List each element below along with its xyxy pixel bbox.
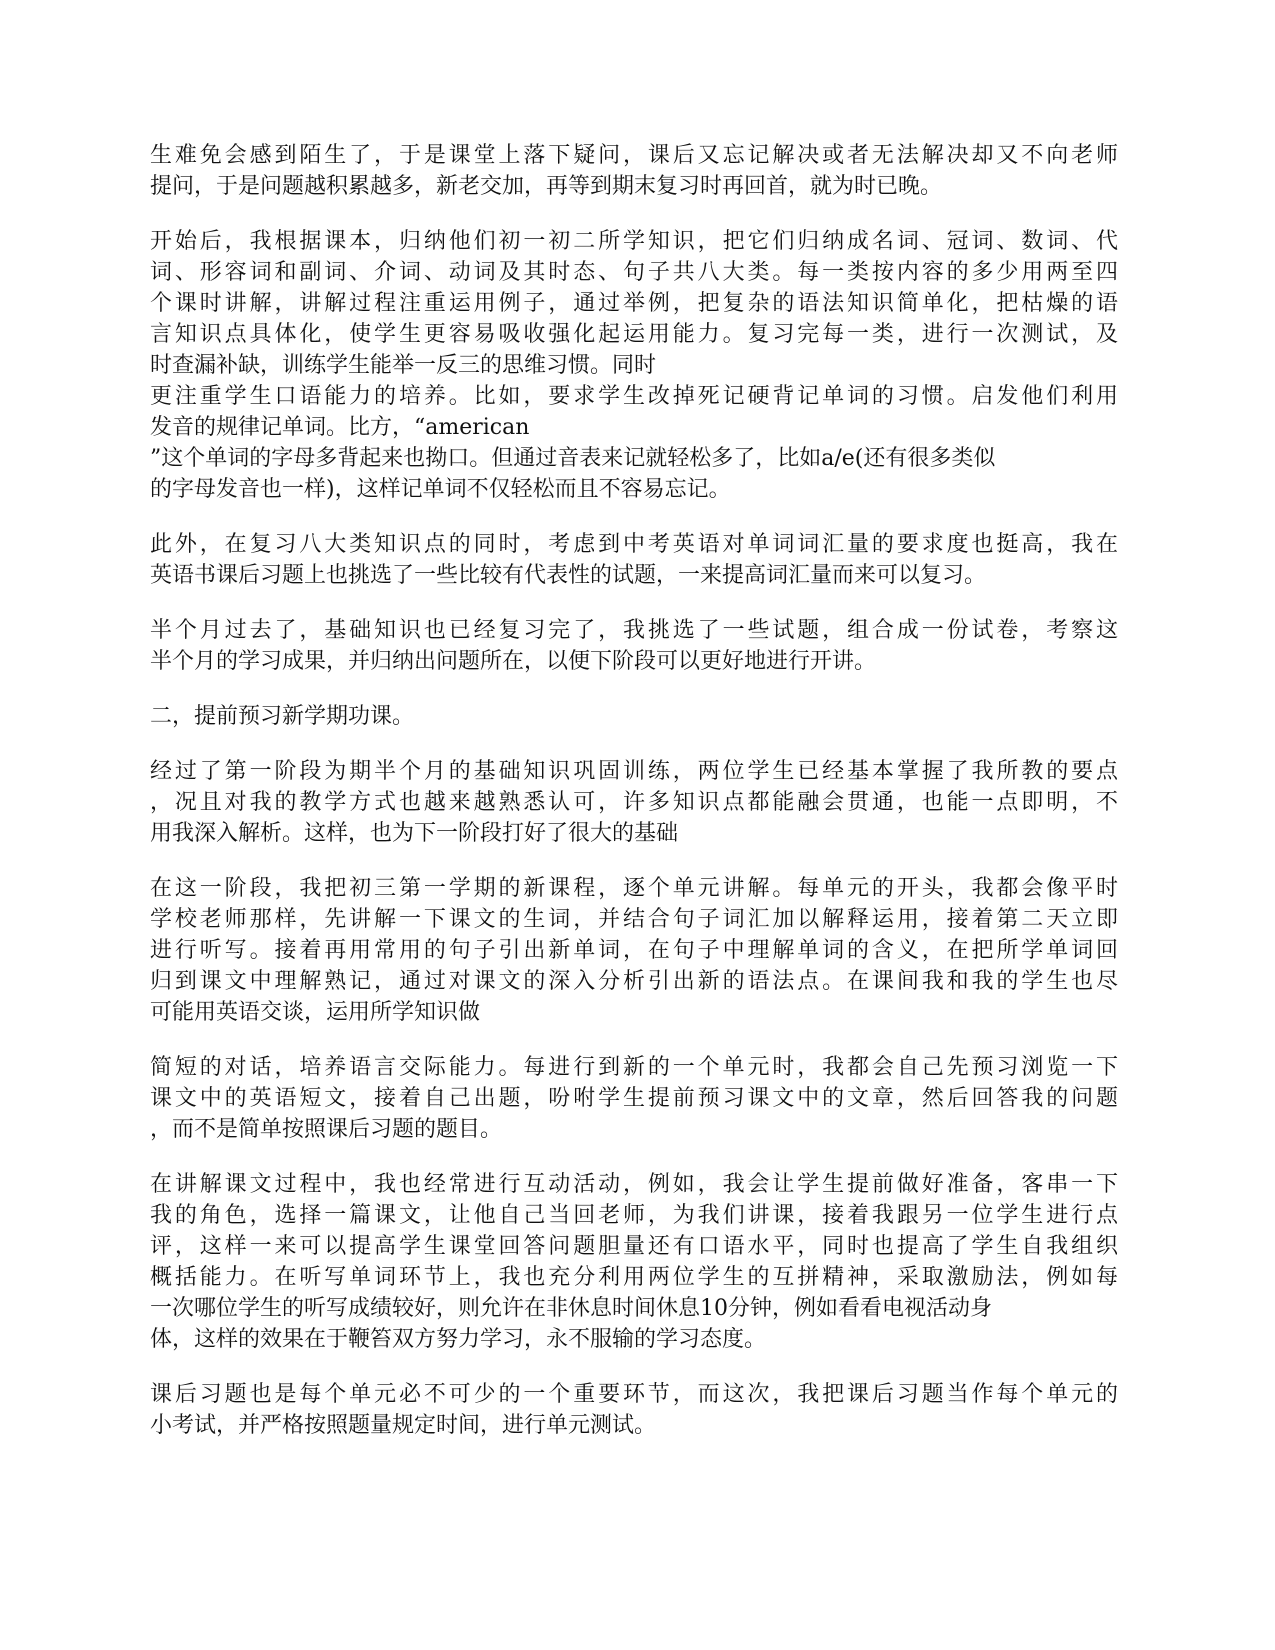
text-line: 英语书课后习题上也挑选了一些比较有代表性的试题，一来提高词汇量而来可以复习。 xyxy=(150,563,987,588)
section-heading xyxy=(150,701,1118,732)
text-line: ”这个单词的字母多背起来也拗口。但通过音表来记就轻松多了，比如a/e(还有很多类似 xyxy=(150,446,996,471)
text-line: 个课时讲解，讲解过程注重运用例子，通过举例，把复杂的语法知识简单化，把枯燥的语 xyxy=(150,291,1118,316)
text-line: 可能用英语交谈，运用所学知识做 xyxy=(150,1000,481,1025)
text-line: 言知识点具体化，使学生更容易吸收强化起运用能力。复习完每一类，进行一次测试，及 xyxy=(150,322,1118,347)
text-line: 半个月过去了，基础知识也已经复习完了，我挑选了一些试题，组合成一份试卷，考察这 xyxy=(150,618,1118,643)
paragraph-7 xyxy=(150,873,1118,1028)
text-line: ，而不是简单按照课后习题的题目。 xyxy=(150,1117,503,1142)
paragraph-8 xyxy=(150,1052,1118,1145)
text-line: 课后习题也是每个单元必不可少的一个重要环节，而这次，我把课后习题当作每个单元的 xyxy=(150,1382,1118,1407)
text-line: 学校老师那样，先讲解一下课文的生词，并结合句子词汇加以解释运用，接着第二天立即 xyxy=(150,907,1118,932)
text-line: 一次哪位学生的听写成绩较好，则允许在非休息时间休息10分钟，例如看看电视活动身 xyxy=(150,1296,992,1321)
text-line: 生难免会感到陌生了，于是课堂上落下疑问，课后又忘记解决或者无法解决却又不向老师 xyxy=(150,143,1118,168)
text-line: 半个月的学习成果，并归纳出问题所在，以便下阶段可以更好地进行开讲。 xyxy=(150,649,877,674)
paragraph-10 xyxy=(150,1379,1118,1441)
paragraph-9 xyxy=(150,1169,1118,1355)
paragraph-2 xyxy=(150,226,1118,505)
text-line: 二，提前预习新学期功课。 xyxy=(150,704,415,729)
text-line: 概括能力。在听写单词环节上，我也充分利用两位学生的互拼精神，采取激励法，例如每 xyxy=(150,1265,1118,1290)
text-line: 时查漏补缺，训练学生能举一反三的思维习惯。同时 xyxy=(150,353,657,378)
text-line: 进行听写。接着再用常用的句子引出新单词，在句子中理解单词的含义，在把所学单词回 xyxy=(150,938,1118,963)
text-line: 小考试，并严格按照题量规定时间，进行单元测试。 xyxy=(150,1413,657,1438)
text-line: 开始后，我根据课本，归纳他们初一初二所学知识，把它们归纳成名词、冠词、数词、代 xyxy=(150,229,1118,254)
text-line: 的字母发音也一样)，这样记单词不仅轻松而且不容易忘记。 xyxy=(150,477,731,502)
text-line: 经过了第一阶段为期半个月的基础知识巩固训练，两位学生已经基本掌握了我所教的要点 xyxy=(150,759,1118,784)
paragraph-3 xyxy=(150,529,1118,591)
text-line: 简短的对话，培养语言交际能力。每进行到新的一个单元时，我都会自己先预习浏览一下 xyxy=(150,1055,1118,1080)
text-line: 体，这样的效果在于鞭笞双方努力学习，永不服输的学习态度。 xyxy=(150,1327,767,1352)
text-line: 我的角色，选择一篇课文，让他自己当回老师，为我们讲课，接着我跟另一位学生进行点 xyxy=(150,1203,1118,1228)
paragraph-6 xyxy=(150,756,1118,849)
text-line: 更注重学生口语能力的培养。比如，要求学生改掉死记硬背记单词的习惯。启发他们利用 xyxy=(150,384,1118,409)
text-line: 课文中的英语短文，接着自己出题，吩咐学生提前预习课文中的文章，然后回答我的问题 xyxy=(150,1086,1118,1111)
text-line: 用我深入解析。这样，也为下一阶段打好了很大的基础 xyxy=(150,821,679,846)
document-page xyxy=(150,140,1118,1465)
text-line: 提问，于是问题越积累越多，新老交加，再等到期末复习时再回首，就为时已晚。 xyxy=(150,174,943,199)
text-line: 在讲解课文过程中，我也经常进行互动活动，例如，我会让学生提前做好准备，客串一下 xyxy=(150,1172,1118,1197)
text-line: 发音的规律记单词。比方，“american xyxy=(150,415,530,440)
text-line: 词、形容词和副词、介词、动词及其时态、句子共八大类。每一类按内容的多少用两至四 xyxy=(150,260,1118,285)
text-line: 归到课文中理解熟记，通过对课文的深入分析引出新的语法点。在课间我和我的学生也尽 xyxy=(150,969,1118,994)
text-line: 在这一阶段，我把初三第一学期的新课程，逐个单元讲解。每单元的开头，我都会像平时 xyxy=(150,876,1118,901)
paragraph-1 xyxy=(150,140,1118,202)
paragraph-4 xyxy=(150,615,1118,677)
text-line: 评，这样一来可以提高学生课堂回答问题胆量还有口语水平，同时也提高了学生自我组织 xyxy=(150,1234,1118,1259)
text-line: ，况且对我的教学方式也越来越熟悉认可，许多知识点都能融会贯通，也能一点即明，不 xyxy=(150,790,1118,815)
text-line: 此外，在复习八大类知识点的同时，考虑到中考英语对单词词汇量的要求度也挺高，我在 xyxy=(150,532,1118,557)
